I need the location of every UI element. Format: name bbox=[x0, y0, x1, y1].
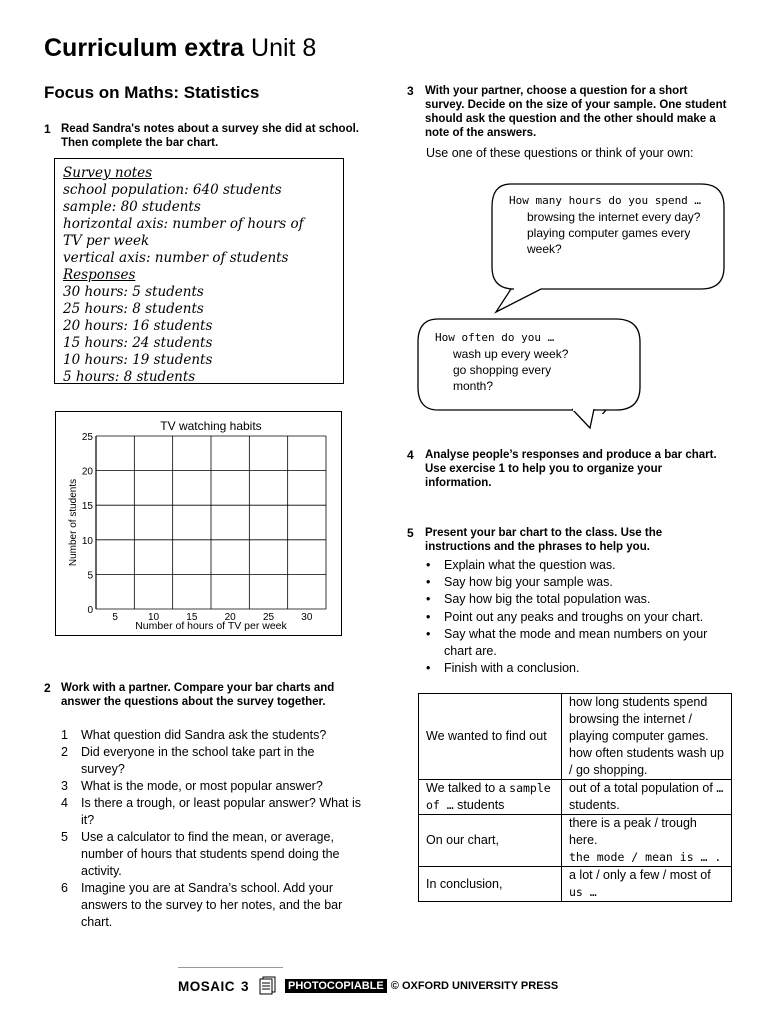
bubble-1-text: How many hours do you spend … browsing the internet every day? playing computer games every week? bbox=[509, 194, 702, 256]
speech-bubble-2-tail bbox=[570, 408, 610, 432]
bullet-item: • Point out any peaks and troughs on your chart. bbox=[426, 609, 736, 626]
photocopiable-badge: PHOTOCOPIABLE bbox=[285, 979, 387, 993]
exercise-1-number: 1 bbox=[44, 122, 51, 136]
exercise-5-bullets bbox=[426, 557, 736, 677]
exercise-3-number: 3 bbox=[407, 84, 414, 98]
bar-chart-frame bbox=[55, 411, 342, 636]
chart-title: TV watching habits bbox=[160, 419, 262, 433]
bar-chart bbox=[56, 412, 341, 635]
bullet-item: • Say how big the total population was. bbox=[426, 591, 736, 608]
exercise-5-instructions: Present your bar chart to the class. Use the instructions and the phrases to help you. bbox=[425, 527, 663, 553]
photocopy-icon bbox=[257, 976, 279, 996]
y-axis-label: Number of students bbox=[68, 478, 79, 567]
footer bbox=[178, 975, 558, 997]
response-line: 30 hours: 5 students bbox=[63, 284, 204, 300]
response-line: 10 hours: 19 students bbox=[63, 352, 213, 368]
notes-line: horizontal axis: number of hours of bbox=[63, 216, 304, 232]
question-item: 3 What is the mode, or most popular answer? bbox=[61, 779, 323, 793]
exercise-3-instructions: With your partner, choose a question for a short survey. Decide on the size of your sample. One student should ask the question and the other should make a note of the answers. bbox=[425, 85, 727, 139]
bullet-item: • Finish with a conclusion. bbox=[426, 660, 736, 677]
x-tick-label: 10 bbox=[147, 612, 160, 623]
question-item: 4 Is there a trough, or least popular answer? What is it? bbox=[61, 796, 362, 827]
x-tick-label: 15 bbox=[186, 612, 198, 623]
exercise-3-subtext: Use one of these questions or think of your own: bbox=[426, 146, 694, 160]
brand-logo: MOSAIC bbox=[178, 978, 235, 994]
table-row bbox=[419, 815, 732, 867]
y-tick-label: 20 bbox=[81, 466, 93, 478]
y-tick-label: 10 bbox=[81, 535, 93, 547]
table-row bbox=[419, 780, 732, 815]
y-tick-label: 5 bbox=[87, 570, 93, 582]
table-cell: out of a total population of … students. bbox=[562, 780, 732, 815]
section-title: Focus on Maths: Statistics bbox=[44, 83, 260, 102]
response-line: 25 hours: 8 students bbox=[63, 301, 204, 317]
x-tick-label: 20 bbox=[224, 612, 236, 623]
x-tick-label: 30 bbox=[301, 612, 313, 623]
level-number: 3 bbox=[241, 978, 250, 994]
exercise-2-questions bbox=[61, 727, 361, 931]
exercise-5-number: 5 bbox=[407, 526, 414, 540]
x-axis-label: Number of hours of TV per week bbox=[135, 620, 287, 632]
table-cell: We talked to a sample of … students bbox=[419, 780, 562, 815]
table-row bbox=[419, 694, 732, 780]
phrases-table bbox=[418, 693, 732, 902]
table-cell: how long students spend browsing the internet / playing computer games. how often students wash up / go shopping. bbox=[562, 694, 732, 780]
response-line: 5 hours: 8 students bbox=[63, 369, 196, 385]
bubble-2-text: How often do you … wash up every week? go shopping every month? bbox=[435, 331, 569, 393]
x-tick-label: 5 bbox=[112, 612, 118, 623]
notes-heading: Survey notes bbox=[63, 165, 153, 181]
page-title: Curriculum extra Unit 8 bbox=[44, 34, 317, 62]
notes-line: TV per week bbox=[63, 233, 150, 249]
table-cell: a lot / only a few / most of us … bbox=[562, 867, 732, 902]
bullet-item: • Say what the mode and mean numbers on your chart are. bbox=[426, 626, 736, 660]
bullet-item: • Explain what the question was. bbox=[426, 557, 736, 574]
bullet-item: • Say how big your sample was. bbox=[426, 574, 736, 591]
survey-notes bbox=[54, 158, 344, 384]
question-item: 6 Imagine you are at Sandra’s school. Add your answers to the survey to her notes, and the bar chart. bbox=[61, 881, 343, 929]
table-cell: We wanted to find out bbox=[419, 694, 562, 780]
table-cell: On our chart, bbox=[419, 815, 562, 867]
notes-line: school population: 640 students bbox=[63, 182, 282, 198]
responses-heading: Responses bbox=[63, 267, 136, 283]
exercise-2-instructions: Work with a partner. Compare your bar charts and answer the questions about the survey together. bbox=[61, 682, 335, 708]
notes-line: vertical axis: number of students bbox=[63, 250, 289, 266]
x-tick-label: 25 bbox=[262, 612, 275, 623]
y-tick-label: 0 bbox=[87, 605, 93, 616]
response-line: 20 hours: 16 students bbox=[63, 318, 213, 334]
question-item: 1 What question did Sandra ask the students? bbox=[61, 728, 327, 742]
copyright: © OXFORD UNIVERSITY PRESS bbox=[390, 980, 559, 992]
table-cell: there is a peak / trough here. the mode / mean is … . bbox=[562, 815, 732, 867]
y-tick-label: 25 bbox=[81, 432, 93, 443]
question-item: 2 Did everyone in the school take part in the survey? bbox=[61, 745, 315, 776]
exercise-2-number: 2 bbox=[44, 681, 51, 695]
table-cell: In conclusion, bbox=[419, 867, 562, 902]
exercise-1-instructions: Read Sandra's notes about a survey she did at school. Then complete the bar chart. bbox=[61, 123, 359, 149]
table-row bbox=[419, 867, 732, 902]
response-line: 15 hours: 24 students bbox=[63, 335, 213, 351]
notes-line: sample: 80 students bbox=[63, 199, 201, 215]
exercise-4-instructions: Analyse people’s responses and produce a bar chart. Use exercise 1 to help you to organize your information. bbox=[425, 449, 717, 489]
question-item: 5 Use a calculator to find the mean, or average, number of hours that students spend doing the activity. bbox=[61, 830, 340, 878]
y-tick-label: 15 bbox=[81, 501, 93, 513]
exercise-4-number: 4 bbox=[407, 448, 414, 462]
footer-divider bbox=[178, 967, 283, 968]
